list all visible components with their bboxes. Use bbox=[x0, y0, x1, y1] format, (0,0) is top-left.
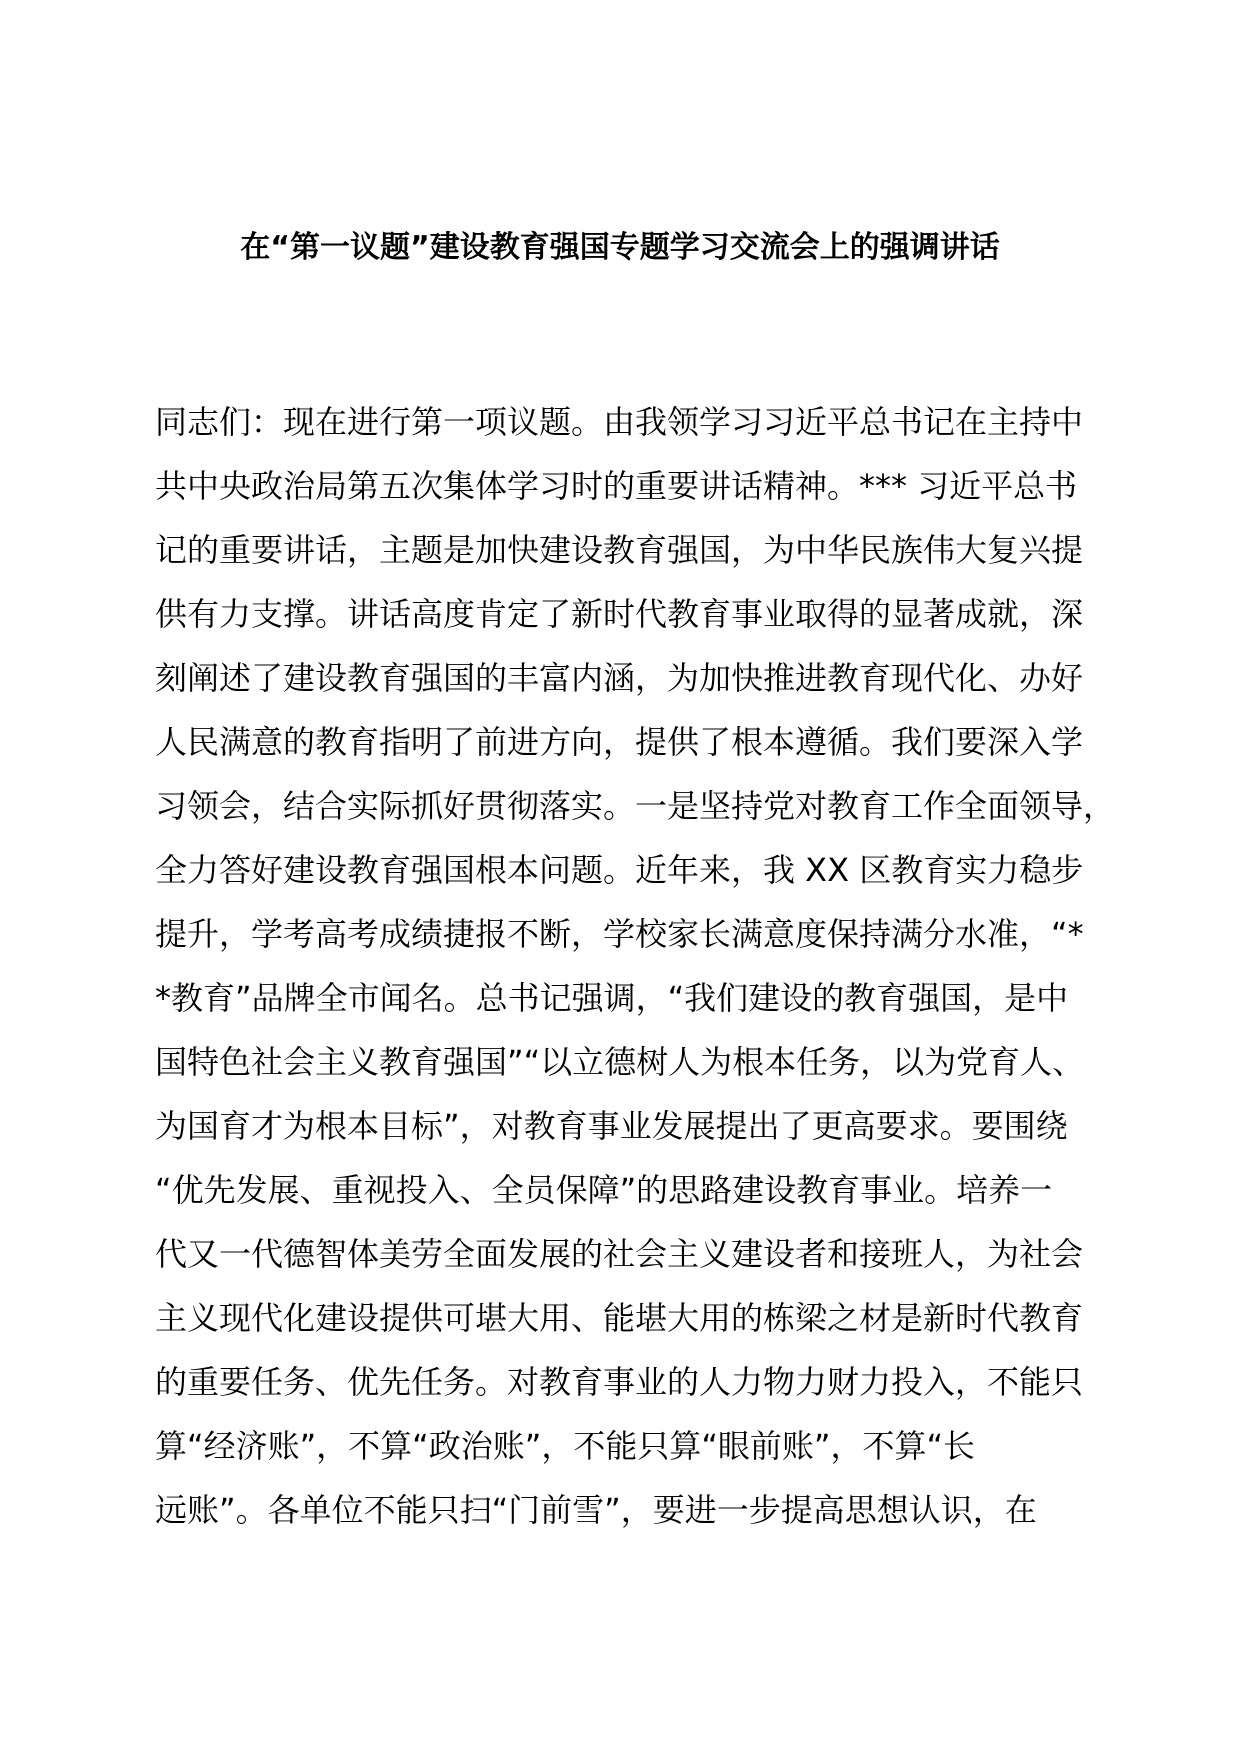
body-line: “优先发展、重视投入、全员保障”的思路建设教育事业。培养一 bbox=[155, 1171, 1053, 1209]
body-line: 同志们：现在进行第一项议题。由我领学习习近平总书记在主持中 bbox=[155, 403, 1084, 441]
body-line: 全力答好建设教育强国根本问题。近年来，我 XX 区教育实力稳步 bbox=[155, 851, 1084, 889]
body-line: 人民满意的教育指明了前进方向，提供了根本遵循。我们要深入学 bbox=[155, 723, 1084, 761]
body-line: 共中央政治局第五次集体学习时的重要讲话精神。*** 习近平总书 bbox=[155, 467, 1078, 505]
body-line: 习领会，结合实际抓好贯彻落实。一是坚持党对教育工作全面领导， bbox=[155, 787, 1115, 825]
body-line: 代又一代德智体美劳全面发展的社会主义建设者和接班人，为社会 bbox=[155, 1235, 1084, 1273]
body-line: 记的重要讲话，主题是加快建设教育强国，为中华民族伟大复兴提 bbox=[155, 531, 1084, 569]
document-title: 在“第一议题”建设教育强国专题学习交流会上的强调讲话 bbox=[240, 230, 1000, 265]
body-line: 供有力支撑。讲话高度肯定了新时代教育事业取得的显著成就，深 bbox=[155, 595, 1084, 633]
body-line: 国特色社会主义教育强国”“以立德树人为根本任务，以为党育人、 bbox=[155, 1043, 1085, 1081]
body-line: 为国育才为根本目标”，对教育事业发展提出了更高要求。要围绕 bbox=[155, 1107, 1068, 1145]
body-line: 的重要任务、优先任务。对教育事业的人力物力财力投入，不能只 bbox=[155, 1363, 1084, 1401]
body-line: 主义现代化建设提供可堪大用、能堪大用的栋梁之材是新时代教育 bbox=[155, 1299, 1084, 1337]
body-line: 远账”。各单位不能只扫“门前雪”，要进一步提高思想认识，在 bbox=[155, 1491, 1037, 1529]
body-line: 算“经济账”，不算“政治账”，不能只算“眼前账”，不算“长 bbox=[155, 1427, 976, 1465]
body-line: 提升，学考高考成绩捷报不断，学校家长满意度保持满分水准，“* bbox=[155, 915, 1084, 953]
document-body bbox=[155, 390, 1115, 1542]
body-line: *教育”品牌全市闻名。总书记强调，“我们建设的教育强国，是中 bbox=[155, 979, 1069, 1017]
body-line: 刻阐述了建设教育强国的丰富内涵，为加快推进教育现代化、办好 bbox=[155, 659, 1084, 697]
